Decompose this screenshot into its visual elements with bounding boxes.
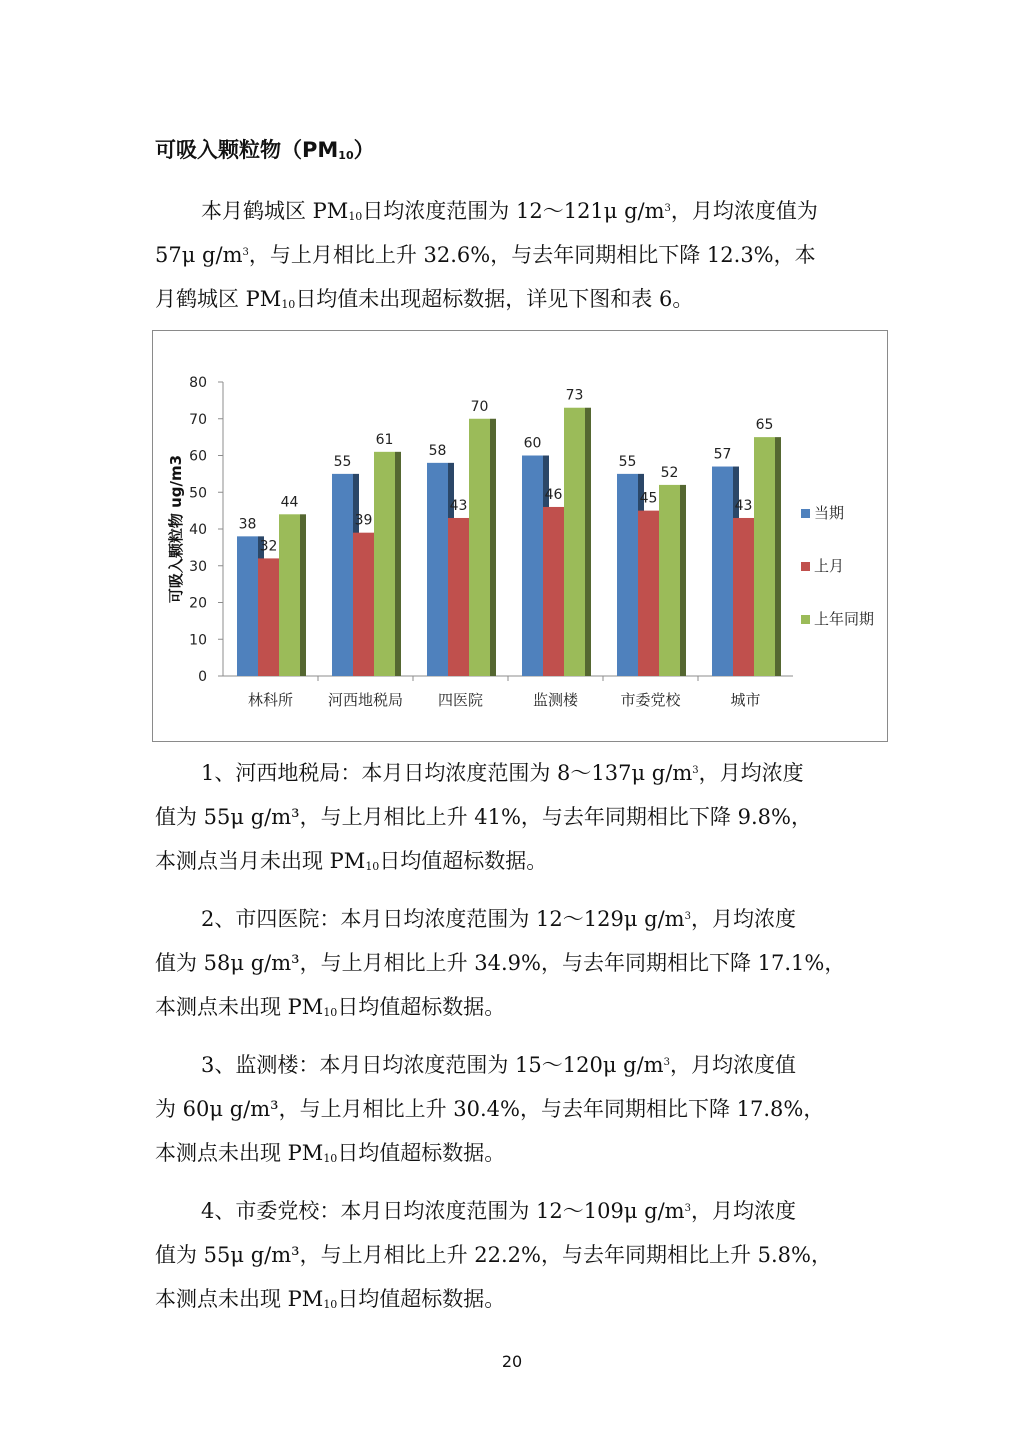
y-tick-label: 40 <box>189 522 207 538</box>
heading-subscript: 10 <box>338 149 354 162</box>
text-run: 1、河西地税局：本月日均浓度范围为 8～137μ g/m <box>201 761 693 785</box>
heading-text-end: ） <box>353 138 375 162</box>
bar-side <box>300 514 306 676</box>
chart-frame <box>152 330 888 742</box>
subscript: 10 <box>348 210 363 223</box>
text-run: 月鹤城区 PM <box>155 287 282 311</box>
superscript: 3 <box>242 247 249 258</box>
y-tick-label: 0 <box>198 669 207 685</box>
bar <box>237 536 258 676</box>
text-line <box>155 189 875 233</box>
text-line <box>155 1189 875 1233</box>
text-line <box>155 897 875 941</box>
x-tick-label: 监测楼 <box>532 691 579 709</box>
bar <box>712 467 733 676</box>
subscript: 10 <box>365 860 380 873</box>
text-run: ，月均浓度 <box>690 1199 796 1223</box>
text-run: ，月均浓度值为 <box>670 199 818 223</box>
data-label: 61 <box>375 431 394 448</box>
text-run: 3、监测楼：本月日均浓度范围为 15～120μ g/m <box>201 1053 664 1077</box>
legend-swatch <box>801 562 810 571</box>
text-run: ，月均浓度 <box>690 907 796 931</box>
data-label: 38 <box>238 516 257 533</box>
legend-label: 当期 <box>814 504 845 522</box>
data-label: 52 <box>660 464 679 481</box>
data-label: 43 <box>449 497 468 514</box>
text-run: 日均浓度范围为 12～121μ g/m <box>362 199 665 223</box>
y-tick-label: 30 <box>189 558 207 575</box>
text-line <box>155 233 875 277</box>
x-tick-label: 城市 <box>730 691 761 709</box>
legend-swatch <box>801 615 810 624</box>
bar <box>427 463 448 676</box>
y-tick-label: 20 <box>189 595 207 612</box>
y-tick-label: 10 <box>189 632 207 649</box>
data-label: 60 <box>523 435 542 452</box>
bar <box>448 518 469 676</box>
bar-side <box>775 437 781 676</box>
text-run: ，与上月相比上升 32.6%，与去年同期相比下降 12.3%，本 <box>248 243 816 267</box>
x-tick-label: 市委党校 <box>620 691 681 709</box>
text-run: 本测点当月未出现 PM <box>155 849 366 873</box>
text-run: 本测点未出现 PM <box>155 1141 324 1165</box>
text-line <box>155 839 875 883</box>
bar-side <box>395 452 401 676</box>
item-paragraph-4 <box>155 1189 875 1321</box>
subscript: 10 <box>323 1298 338 1311</box>
bar <box>754 437 775 676</box>
text-run: 本测点未出现 PM <box>155 1287 324 1311</box>
text-run: 日均值超标数据。 <box>337 1287 506 1311</box>
data-label: 65 <box>755 417 774 434</box>
text-run: 日均值超标数据。 <box>337 1141 506 1165</box>
text-run: 本月鹤城区 PM <box>201 199 349 223</box>
bar <box>638 511 659 676</box>
bar <box>543 507 564 676</box>
text-line: 值为 55μ g/m³，与上月相比上升 41%，与去年同期相比下降 9.8%， <box>155 805 812 829</box>
superscript: 3 <box>663 1057 670 1068</box>
y-tick-label: 70 <box>189 411 207 428</box>
legend-label: 上月 <box>814 557 845 575</box>
text-line <box>155 1131 875 1175</box>
bar-chart <box>153 331 889 743</box>
y-tick-label: 60 <box>189 448 207 465</box>
y-axis-title: 可吸入颗粒物 ug/m3 <box>167 454 185 604</box>
subscript: 10 <box>323 1006 338 1019</box>
data-label: 70 <box>470 398 489 415</box>
x-tick-label: 河西地税局 <box>327 691 404 709</box>
text-line: 为 60μ g/m³，与上月相比上升 30.4%，与去年同期相比下降 17.8%， <box>155 1097 825 1121</box>
bar <box>522 456 543 677</box>
superscript: 3 <box>664 203 671 214</box>
item-paragraph-1 <box>155 751 875 883</box>
text-run: 日均值超标数据。 <box>337 995 506 1019</box>
text-line: 值为 55μ g/m³，与上月相比上升 22.2%，与去年同期相比上升 5.8%， <box>155 1243 832 1267</box>
superscript: 3 <box>684 1203 691 1214</box>
bar <box>733 518 754 676</box>
bar-side <box>490 419 496 676</box>
x-tick-label: 四医院 <box>437 691 484 709</box>
data-label: 55 <box>333 453 352 470</box>
bar <box>469 419 490 676</box>
y-tick-label: 80 <box>189 375 207 391</box>
data-label: 45 <box>639 490 658 507</box>
x-tick-label: 林科所 <box>247 691 294 709</box>
data-label: 32 <box>259 538 278 555</box>
bar <box>332 474 353 676</box>
bar <box>279 514 300 676</box>
subscript: 10 <box>323 1152 338 1165</box>
page-number: 20 <box>501 1352 523 1371</box>
text-run: ，月均浓度 <box>698 761 804 785</box>
data-label: 46 <box>544 486 563 503</box>
text-line <box>155 985 875 1029</box>
bar <box>564 408 585 676</box>
text-line <box>155 277 875 321</box>
data-label: 58 <box>428 442 447 459</box>
bar <box>374 452 395 676</box>
data-label: 44 <box>280 494 299 511</box>
bar-side <box>585 408 591 676</box>
intro-paragraph <box>155 189 875 321</box>
text-line <box>155 751 875 795</box>
text-run: 4、市委党校：本月日均浓度范围为 12～109μ g/m <box>201 1199 685 1223</box>
text-run: 日均值超标数据。 <box>379 849 548 873</box>
y-tick-label: 50 <box>189 485 207 502</box>
data-label: 57 <box>713 446 732 463</box>
text-run: 本测点未出现 PM <box>155 995 324 1019</box>
bar <box>353 533 374 676</box>
text-run: ，月均浓度值 <box>669 1053 796 1077</box>
bar <box>258 558 279 676</box>
data-label: 55 <box>618 453 637 470</box>
bar <box>659 485 680 676</box>
text-run: 57μ g/m <box>155 243 243 267</box>
section-heading <box>155 134 375 164</box>
legend-label: 上年同期 <box>814 610 875 628</box>
subscript: 10 <box>281 298 296 311</box>
text-line <box>155 1043 875 1087</box>
bar <box>617 474 638 676</box>
data-label: 73 <box>565 387 584 404</box>
superscript: 3 <box>692 765 699 776</box>
text-line: 值为 58μ g/m³，与上月相比上升 34.9%，与去年同期相比下降 17.1%， <box>155 951 846 975</box>
legend-swatch <box>801 509 810 518</box>
data-label: 43 <box>734 497 753 514</box>
text-run: 2、市四医院：本月日均浓度范围为 12～129μ g/m <box>201 907 685 931</box>
text-run: 日均值未出现超标数据，详见下图和表 6。 <box>295 287 694 311</box>
item-paragraph-3 <box>155 1043 875 1175</box>
heading-text: 可吸入颗粒物（PM <box>155 138 339 162</box>
text-line <box>155 1277 875 1321</box>
data-label: 39 <box>354 512 373 529</box>
bar-side <box>680 485 686 676</box>
item-paragraph-2 <box>155 897 875 1029</box>
superscript: 3 <box>684 911 691 922</box>
